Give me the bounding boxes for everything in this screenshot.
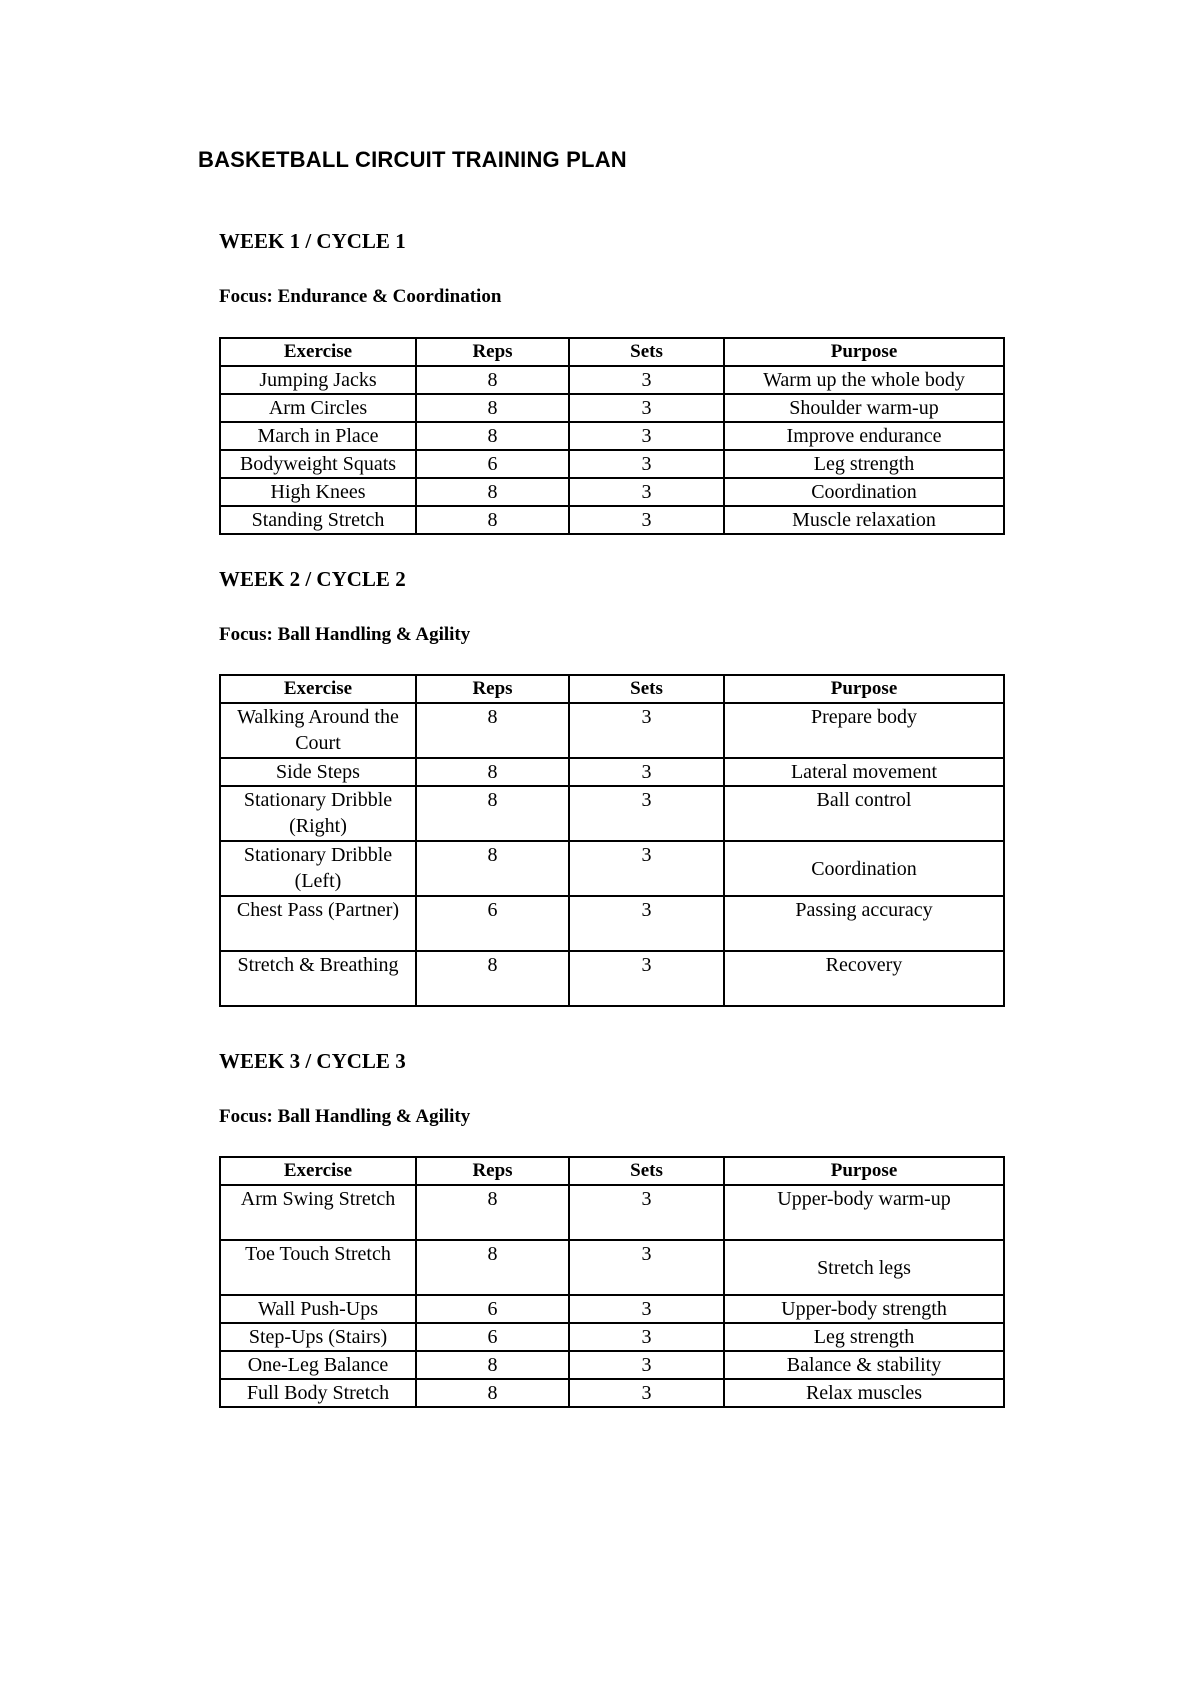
cell-exercise: Chest Pass (Partner): [220, 896, 416, 951]
cell-purpose: Warm up the whole body: [724, 366, 1004, 394]
table-header-row: [220, 338, 1004, 366]
table-row: [220, 1351, 1004, 1379]
cell-sets: 3: [569, 1323, 724, 1351]
table-row: [220, 1240, 1004, 1295]
cell-purpose: Ball control: [724, 786, 1004, 841]
cell-sets: 3: [569, 1351, 724, 1379]
table-row: [220, 478, 1004, 506]
cell-reps: 8: [416, 422, 569, 450]
cell-purpose: Passing accuracy: [724, 896, 1004, 951]
cell-purpose: Prepare body: [724, 703, 1004, 758]
cell-exercise: Step-Ups (Stairs): [220, 1323, 416, 1351]
table-row: [220, 896, 1004, 951]
cell-purpose: Shoulder warm-up: [724, 394, 1004, 422]
cell-sets: 3: [569, 703, 724, 758]
document-title: BASKETBALL CIRCUIT TRAINING PLAN: [198, 147, 627, 172]
header-sets: Sets: [569, 675, 724, 703]
cell-sets: 3: [569, 450, 724, 478]
cell-sets: 3: [569, 394, 724, 422]
cell-sets: 3: [569, 478, 724, 506]
cell-purpose: Upper-body warm-up: [724, 1185, 1004, 1240]
week-3-table: [219, 1156, 1005, 1408]
table-row: [220, 1323, 1004, 1351]
cell-sets: 3: [569, 896, 724, 951]
cell-exercise: Arm Circles: [220, 394, 416, 422]
cell-sets: 3: [569, 841, 724, 896]
cell-purpose: Upper-body strength: [724, 1295, 1004, 1323]
table-row: [220, 1379, 1004, 1407]
cell-purpose: Relax muscles: [724, 1379, 1004, 1407]
cell-reps: 8: [416, 758, 569, 786]
header-purpose: Purpose: [724, 1157, 1004, 1185]
header-sets: Sets: [569, 338, 724, 366]
table-row: [220, 758, 1004, 786]
cell-sets: 3: [569, 1295, 724, 1323]
cell-sets: 3: [569, 951, 724, 1006]
header-reps: Reps: [416, 1157, 569, 1185]
cell-sets: 3: [569, 1240, 724, 1295]
week-3-focus: Focus: Ball Handling & Agility: [219, 1106, 471, 1127]
header-reps: Reps: [416, 338, 569, 366]
cell-purpose: Improve endurance: [724, 422, 1004, 450]
table-row: [220, 786, 1004, 841]
cell-exercise: Walking Around the Court: [220, 703, 416, 758]
cell-purpose: Leg strength: [724, 450, 1004, 478]
cell-exercise: Standing Stretch: [220, 506, 416, 534]
cell-purpose: Stretch legs: [724, 1240, 1004, 1295]
cell-sets: 3: [569, 422, 724, 450]
cell-reps: 6: [416, 1295, 569, 1323]
cell-reps: 8: [416, 366, 569, 394]
table-row: [220, 951, 1004, 1006]
cell-purpose: Coordination: [724, 841, 1004, 896]
cell-reps: 8: [416, 1185, 569, 1240]
week-1-heading: WEEK 1 / CYCLE 1: [219, 229, 406, 253]
cell-sets: 3: [569, 366, 724, 394]
week-1-table: [219, 337, 1005, 535]
table-row: [220, 1185, 1004, 1240]
cell-reps: 6: [416, 450, 569, 478]
cell-purpose: Coordination: [724, 478, 1004, 506]
week-2-table: [219, 674, 1005, 1007]
week-2-focus: Focus: Ball Handling & Agility: [219, 624, 471, 645]
header-reps: Reps: [416, 675, 569, 703]
header-exercise: Exercise: [220, 338, 416, 366]
header-exercise: Exercise: [220, 675, 416, 703]
table-header-row: [220, 675, 1004, 703]
cell-exercise: Bodyweight Squats: [220, 450, 416, 478]
cell-exercise: High Knees: [220, 478, 416, 506]
cell-sets: 3: [569, 786, 724, 841]
cell-purpose: Balance & stability: [724, 1351, 1004, 1379]
week-3-heading: WEEK 3 / CYCLE 3: [219, 1049, 406, 1073]
cell-reps: 6: [416, 1323, 569, 1351]
cell-sets: 3: [569, 1185, 724, 1240]
cell-sets: 3: [569, 758, 724, 786]
table-row: [220, 703, 1004, 758]
cell-purpose: Recovery: [724, 951, 1004, 1006]
cell-reps: 8: [416, 1240, 569, 1295]
week-1-focus: Focus: Endurance & Coordination: [219, 286, 502, 307]
table-row: [220, 422, 1004, 450]
table-row: [220, 841, 1004, 896]
cell-exercise: Full Body Stretch: [220, 1379, 416, 1407]
cell-purpose: Muscle relaxation: [724, 506, 1004, 534]
cell-exercise: Toe Touch Stretch: [220, 1240, 416, 1295]
cell-reps: 8: [416, 1351, 569, 1379]
header-purpose: Purpose: [724, 675, 1004, 703]
cell-sets: 3: [569, 1379, 724, 1407]
cell-sets: 3: [569, 506, 724, 534]
cell-exercise: Wall Push-Ups: [220, 1295, 416, 1323]
cell-purpose: Lateral movement: [724, 758, 1004, 786]
cell-reps: 8: [416, 394, 569, 422]
cell-exercise: Stationary Dribble (Right): [220, 786, 416, 841]
cell-exercise: Stretch & Breathing: [220, 951, 416, 1006]
cell-reps: 8: [416, 478, 569, 506]
cell-reps: 8: [416, 786, 569, 841]
cell-exercise: March in Place: [220, 422, 416, 450]
cell-purpose: Leg strength: [724, 1323, 1004, 1351]
header-sets: Sets: [569, 1157, 724, 1185]
cell-reps: 8: [416, 1379, 569, 1407]
cell-reps: 8: [416, 841, 569, 896]
cell-exercise: Stationary Dribble (Left): [220, 841, 416, 896]
cell-exercise: Side Steps: [220, 758, 416, 786]
cell-reps: 6: [416, 896, 569, 951]
week-2-heading: WEEK 2 / CYCLE 2: [219, 567, 406, 591]
cell-exercise: Jumping Jacks: [220, 366, 416, 394]
cell-exercise: Arm Swing Stretch: [220, 1185, 416, 1240]
header-exercise: Exercise: [220, 1157, 416, 1185]
cell-reps: 8: [416, 506, 569, 534]
cell-exercise: One-Leg Balance: [220, 1351, 416, 1379]
cell-reps: 8: [416, 951, 569, 1006]
cell-reps: 8: [416, 703, 569, 758]
table-row: [220, 394, 1004, 422]
table-row: [220, 506, 1004, 534]
table-row: [220, 450, 1004, 478]
table-row: [220, 366, 1004, 394]
header-purpose: Purpose: [724, 338, 1004, 366]
table-header-row: [220, 1157, 1004, 1185]
table-row: [220, 1295, 1004, 1323]
